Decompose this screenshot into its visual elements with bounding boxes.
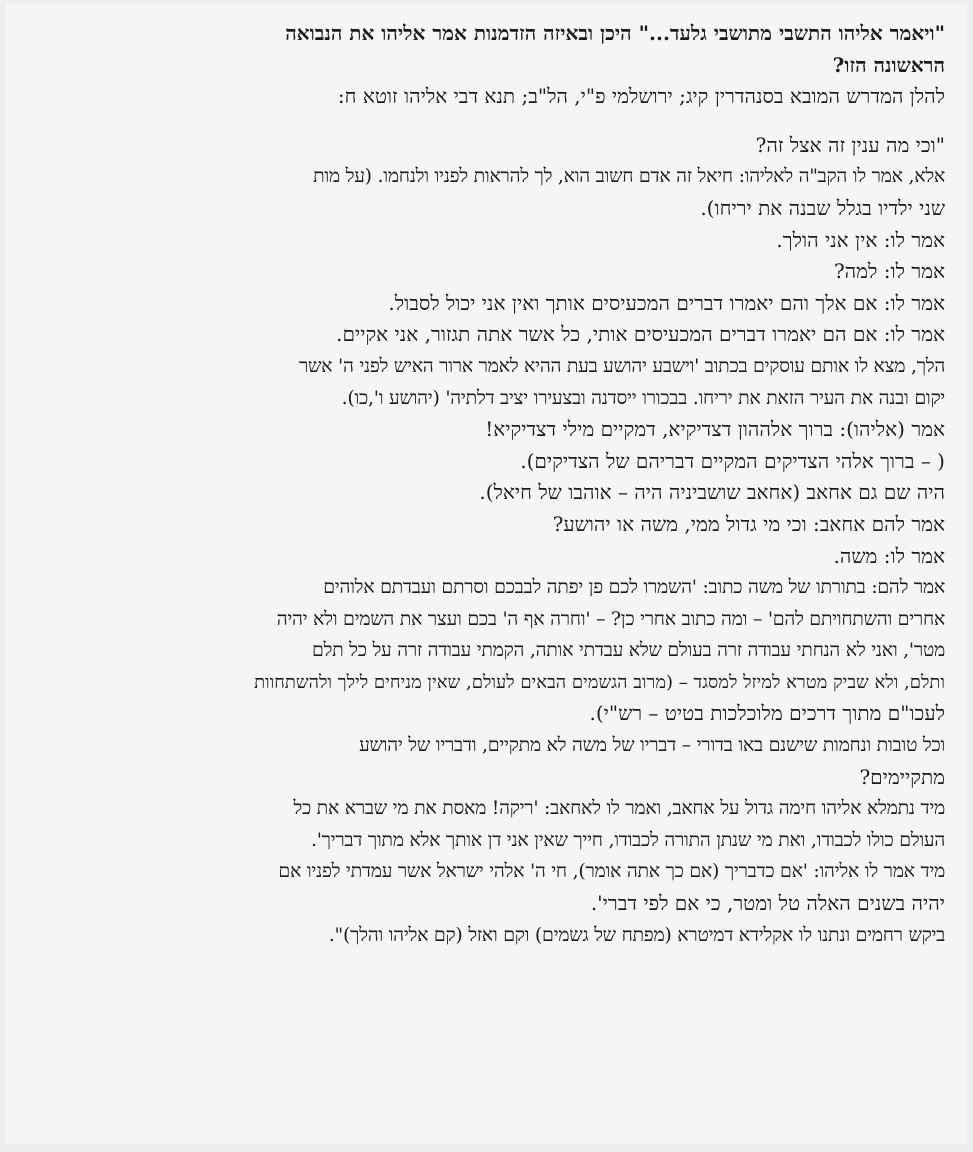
document-page [6, 4, 967, 1144]
text-line: אמר לו: אם הם יאמרו דברים המכעיסים אותי, כל אשר אתה תגזור, אני אקיים. [336, 322, 945, 347]
text-line: הראשונה הזו? [832, 52, 945, 77]
text-line: אמר (אליהו): ברוך אלההון דצדיקיא, דמקיים מילי דצדיקיא! [485, 417, 945, 442]
text-line: אמר להם: בתורתו של משה כתוב: 'השמרו לכם פן יפתה לבבכם וסרתם ועבדתם אלוהים [323, 576, 945, 599]
text-line: מיד נתמלא אליהו חימה גדול על אחאב, ואמר לו לאחאב: 'ריקה! מאסת את מי שברא את כל [293, 797, 945, 820]
text-line: לעכו"ם מתוך דרכים מלוכלכות בטיט – רש"י). [589, 701, 945, 726]
text-line: אמר לו: אין אני הולך. [776, 227, 945, 252]
text-line: וכל טובות ונחמות שישנם באו בדורי – דבריו של משה לא מתקיים, ודבריו של יהושע [359, 734, 945, 757]
text-line: יקום ובנה את העיר הזאת את יריחו. בבכורו ייסדנה ובצעירו יציב דלתיה' (יהושע ו',כו). [341, 386, 945, 409]
text-line: אחרים והשתחויתם להם' – ומה כתוב אחרי כן? – 'וחרה אף ה' בכם ועצר את השמים ולא יהיה [276, 607, 945, 630]
text-line: יהיה בשנים האלה טל ומטר, כי אם לפי דברי'. [590, 891, 945, 916]
text-line: אמר לו: למה? [833, 259, 945, 284]
text-line: שני ילדיו בגלל שבנה את יריחו). [700, 195, 945, 220]
text-line: להלן המדרש המובא בסנהדרין קיג; ירושלמי פ"י, הל"ב; תנא דבי אליהו זוטא ח: [337, 84, 945, 109]
text-line: מיד אמר לו אליהו: 'אם כדבריך (אם כך אתה אומר), חי ה' אלהי ישראל אשר עמדתי לפניו אם [278, 860, 945, 883]
text-line: אמר לו: משה. [833, 543, 945, 568]
text-line: "ויאמר אליהו התשבי מתושבי גלעד..." היכן ובאיזה הזדמנות אמר אליהו את הנבואה [285, 21, 945, 45]
text-line: ביקש רחמים ונתנו לו אקלידא דמיטרא (מפתח של גשמים) וקם ואזל (קם אליהו והלך)". [328, 923, 945, 946]
text-line: היה שם גם אחאב (אחאב שושביניה היה – אוהבו של חיאל). [479, 480, 945, 505]
text-line: אמר לו: אם אלך והם יאמרו דברים המכעיסים אותך ואין אני יכול לסבול. [388, 290, 945, 315]
text-line: ותלם, ולא שביק מטרא למיזל למסגד – (מרוב הגשמים הבאים לעולם, שאין מניחים לילך ולהשתחוות [254, 671, 945, 693]
text-line: מתקיימים? [859, 764, 945, 789]
text-line: מטר', ואני לא הנחתי עבודה זרה בעולם שלא עבדתי אותה, הקמתי עבודה זרה על כל תלם [311, 639, 945, 662]
text-line: "וכי מה ענין זה אצל זה? [755, 132, 945, 157]
text-line: אמר להם אחאב: וכי מי גדול ממי, משה או יהושע? [552, 511, 945, 536]
text-line: הלך, מצא לו אותם עוסקים בכתוב 'וישבע יהושע בעת ההיא לאמר ארור האיש לפני ה' אשר [299, 354, 945, 377]
document-text [26, 18, 945, 951]
text-line: העולם כולו לכבודו, ואת מי שנתן התורה לכבודו, חייך שאין אני דן אותך אלא מתוך דבריך'. [310, 828, 945, 851]
text-line: ( – ברוך אלהי הצדיקים המקיים דבריהם של הצדיקים). [520, 448, 945, 473]
text-line: אלא, אמר לו הקב"ה לאליהו: חיאל זה אדם חשוב הוא, לך להראות לפניו ולנחמו. (על מות [313, 165, 945, 188]
